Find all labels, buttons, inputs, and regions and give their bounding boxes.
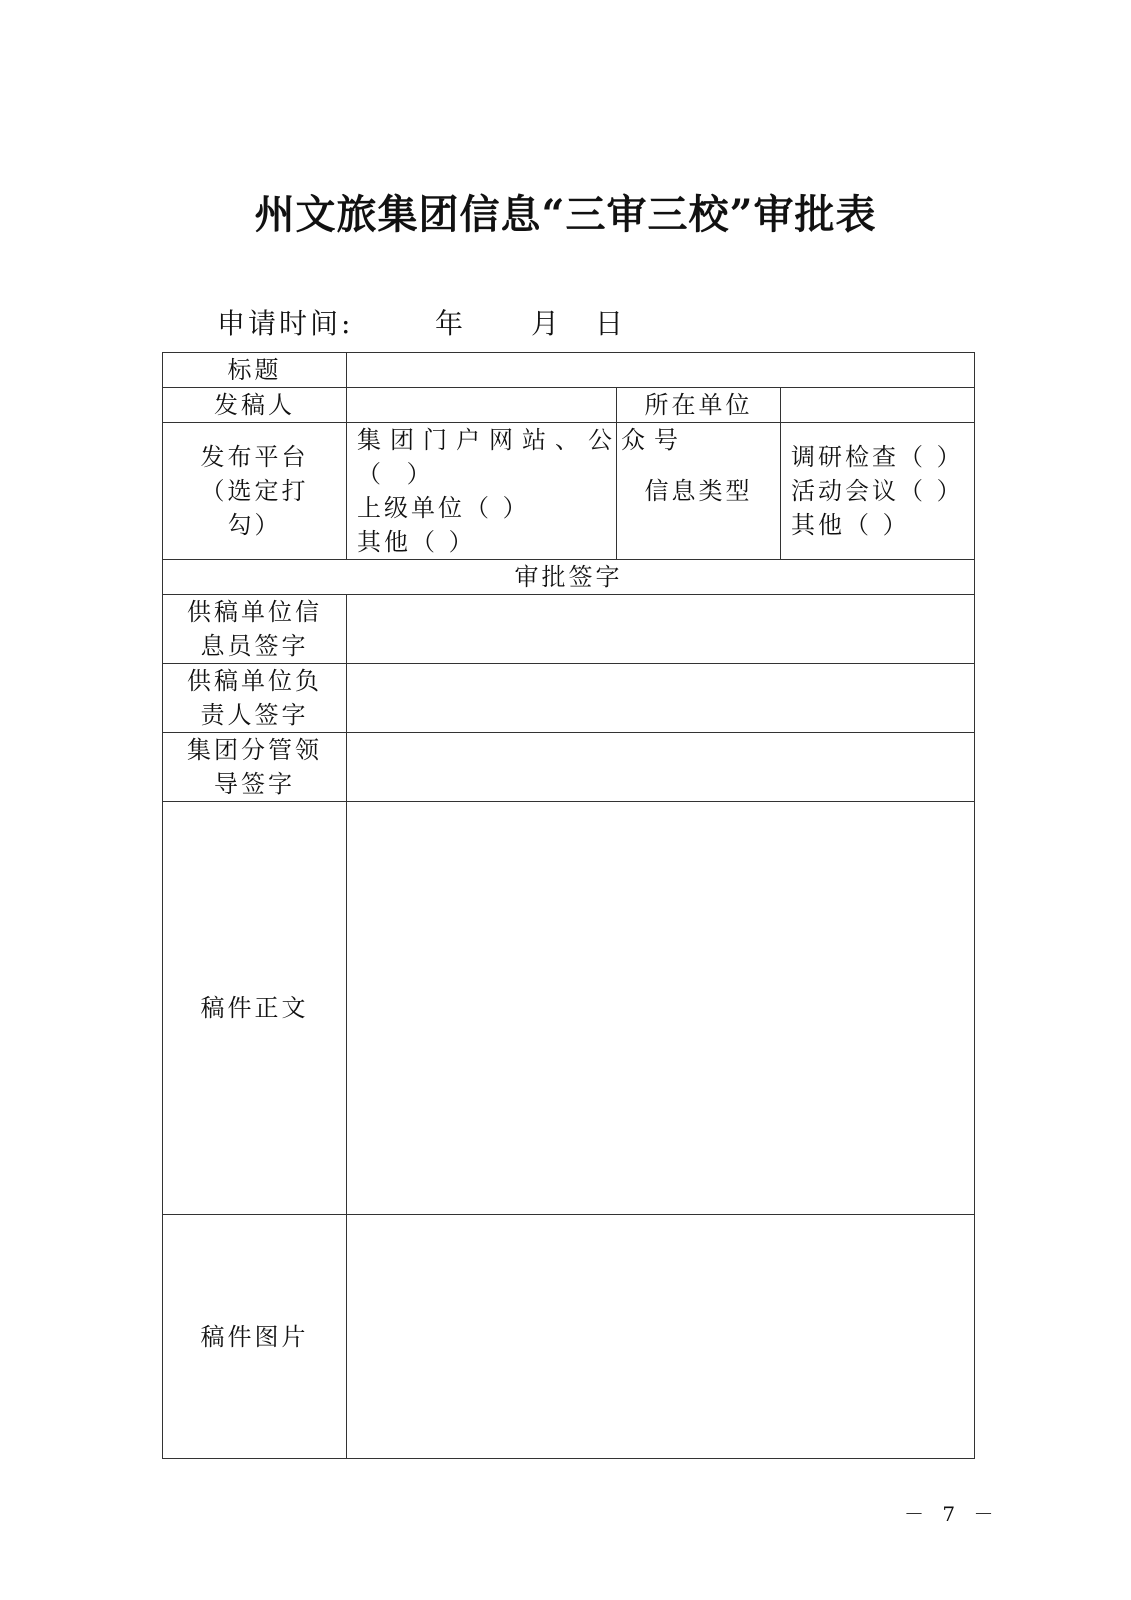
- approval-header: 审批签字: [163, 560, 975, 595]
- approval-header-row: [163, 560, 975, 595]
- option-portal-checkbox[interactable]: （ ）: [357, 460, 440, 488]
- date-month-label: 月: [531, 307, 563, 340]
- body-label: 稿件正文: [163, 802, 347, 1215]
- leader-sign-label: [163, 664, 347, 733]
- informant-sign-row: [163, 595, 975, 664]
- platform-label-line3: 勾）: [227, 511, 282, 539]
- group-leader-sign-row: [163, 733, 975, 802]
- images-field[interactable]: [347, 1215, 975, 1459]
- author-row: [163, 388, 975, 423]
- info-type-label: 信息类型: [617, 423, 781, 560]
- date-day-label: 日: [595, 307, 627, 340]
- informant-sign-label-line1: 供稿单位信: [187, 598, 322, 626]
- option-superior-checkbox[interactable]: 上级单位（ ）: [357, 494, 530, 522]
- option-other-type-checkbox[interactable]: 其他（ ）: [791, 511, 910, 539]
- images-label: 稿件图片: [163, 1215, 347, 1459]
- platform-label-line1: 发布平台: [200, 443, 309, 471]
- platform-options: [347, 423, 687, 560]
- option-portal-line1: 集团门户网站、公众号: [357, 426, 687, 454]
- leader-sign-row: [163, 664, 975, 733]
- title-field[interactable]: [347, 353, 975, 388]
- body-row: [163, 802, 975, 1215]
- option-meeting-checkbox[interactable]: 活动会议（ ）: [791, 477, 964, 505]
- informant-sign-label: [163, 595, 347, 664]
- unit-field[interactable]: [781, 388, 975, 423]
- group-leader-sign-field[interactable]: [347, 733, 975, 802]
- application-date-label: 申请时间:: [217, 307, 354, 340]
- informant-sign-field[interactable]: [347, 595, 975, 664]
- group-leader-sign-label: [163, 733, 347, 802]
- title-row: [163, 353, 975, 388]
- title-label: 标题: [163, 353, 347, 388]
- document-title: 州文旅集团信息“三审三校”审批表: [254, 191, 877, 238]
- platform-label-line2: （选定打: [200, 477, 309, 505]
- author-field[interactable]: [347, 388, 617, 423]
- group-leader-sign-label-line1: 集团分管领: [187, 736, 322, 764]
- author-label: 发稿人: [163, 388, 347, 423]
- unit-label: 所在单位: [617, 388, 781, 423]
- informant-sign-label-line2: 息员签字: [200, 632, 309, 660]
- images-row: [163, 1215, 975, 1459]
- platform-label: [163, 423, 347, 560]
- option-other-platform-checkbox[interactable]: 其他（ ）: [357, 528, 476, 556]
- approval-form-table: [162, 352, 975, 1459]
- page-number: － 7 －: [904, 1502, 1000, 1526]
- group-leader-sign-label-line2: 导签字: [214, 770, 295, 798]
- info-type-options: [781, 423, 975, 560]
- option-research-checkbox[interactable]: 调研检查（ ）: [791, 443, 964, 471]
- date-year-label: 年: [435, 307, 467, 340]
- leader-sign-label-line1: 供稿单位负: [187, 667, 322, 695]
- leader-sign-label-line2: 责人签字: [200, 701, 309, 729]
- platform-row: [163, 423, 975, 560]
- leader-sign-field[interactable]: [347, 664, 975, 733]
- body-field[interactable]: [347, 802, 975, 1215]
